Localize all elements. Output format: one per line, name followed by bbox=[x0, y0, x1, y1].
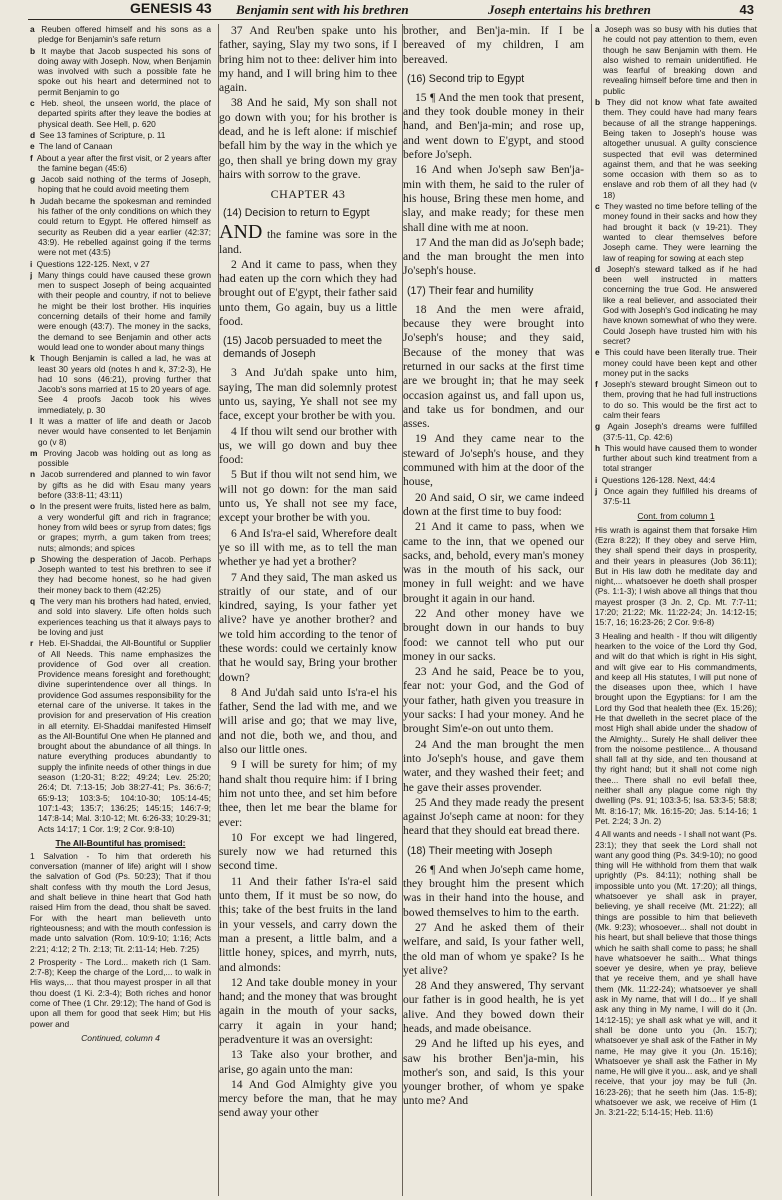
verses-group bbox=[403, 91, 584, 279]
note-h bbox=[30, 196, 211, 258]
note-e bbox=[595, 347, 757, 378]
note-b bbox=[30, 46, 211, 97]
promises-section-title: The All-Bountiful has promised: bbox=[55, 837, 186, 848]
notes-column-right bbox=[591, 24, 757, 1196]
note-text: Questions 122-125. Next, v 27 bbox=[36, 258, 150, 269]
note-letter: q bbox=[30, 596, 36, 607]
right-notes-list bbox=[595, 24, 757, 507]
note-text: Joseph's steward talked as if he had been well instructed in matters concerning the true God. He answered like a real believer, and associated their God with Joseph's God indicating he may have known somewhat of who they were. Could Joseph have trusted him with his secret? bbox=[603, 263, 757, 346]
header-rule bbox=[28, 19, 752, 20]
note-letter: k bbox=[30, 353, 35, 364]
note-text: The very man his brothers had hated, envied, and sold into slavery. Life often holds such experiences teaching us that it always pays to be loving and just bbox=[38, 596, 211, 637]
promise-prosperity: 2 Prosperity - The Lord... maketh rich (1 Sam. 2:7-8); Keep the charge of the Lord,... to walk in His ways,... that thou mayest prosper in all that thou doest (1 Ki. 2:3-4); Both riches and honor come of Thee (1 Chr. 29:12); The hand of God is upon all them for good that seek Him; but His power and bbox=[30, 956, 211, 1029]
verse: 27 And he asked them of their welfare, and said, Is your father well, the old man of whom ye spake? Is he yet alive? bbox=[403, 920, 584, 977]
verse: 9 I will be surety for him; of my hand shalt thou require him: if I bring him not unto thee, and set him before thee, then let me bear the blame for ever: bbox=[219, 758, 397, 829]
verses-group bbox=[403, 863, 584, 1109]
note-text: Though Benjamin is called a lad, he was at least 30 years old (notes h and k, 37:2-3), He had 10 sons (46:21), proving further that Jacob's sons married at 15 to 20 years of age. See 4 proofs Jacob took his wives immediately, p. 30 bbox=[38, 353, 211, 415]
note-m bbox=[30, 448, 211, 469]
note-letter: f bbox=[30, 152, 33, 163]
note-b bbox=[595, 97, 757, 200]
note-letter: c bbox=[30, 98, 35, 109]
note-letter: e bbox=[30, 141, 35, 152]
note-text: See 13 famines of Scripture, p. 11 bbox=[39, 129, 166, 140]
verse: 22 And other money have we brought down in our hands to buy food: we cannot tell who put our money in our sacks. bbox=[403, 606, 584, 663]
note-text: The land of Canaan bbox=[38, 141, 113, 152]
note-text: Questions 126-128. Next, 44:4 bbox=[601, 474, 716, 485]
verse: 14 And God Almighty give you mercy before the man, that he may send away your other bbox=[219, 1077, 397, 1120]
note-text: Heb. El-Shaddai, the All-Bountiful or Supplier of All Needs. This name emphasizes the providence of God over all creation. Providence means foresight and forethought; divine superintendence over all things. In providence God assumes responsibility for the eternal care of the universe. It takes in the provision for and preservation of His creation in all eternity. El-Shaddai manifested Himself as the All-Bountiful One when He planned and brought about the abundance of all things. In nature everything produces abundantly to supply the infinite needs of other things in due season (1:20-31; 8:22; 49:24; Lev. 25:20; 26:4; Dt. 7:13-15; Job 38:27-41; Ps. 36:6-7; 65:9-13; 103:3-5; 104:10-30; 105:14-45; 107:1-43; 135:7; 136:25; 145:15; 146:7-9; 147:8-14; Mal. 3:10-12; Mt. 6:26-33; 10:29-31; Acts 14:17; 1 Cor. 1:9; 2 Cor. 9:8-10) bbox=[38, 638, 211, 834]
note-g bbox=[595, 421, 757, 442]
verse: 21 And it came to pass, when we came to the inn, that we opened our sacks, and, behold, every man's money was in the mouth of his sack, our money in full weight: and we have brought it again in our hand. bbox=[403, 520, 584, 605]
scripture-column-2 bbox=[402, 24, 584, 1196]
note-text: Joseph was so busy with his duties that he could not pay attention to them, even though he saw Benjamin with them. He also wished to remain unidentified. He was fearful of breaking down and revealing himself before time and then in public bbox=[603, 24, 757, 96]
note-letter: a bbox=[30, 24, 35, 34]
verse-1 bbox=[219, 221, 397, 257]
note-letter: a bbox=[595, 24, 600, 34]
note-h bbox=[595, 443, 757, 474]
verse: 28 And they answered, Thy servant our father is in good health, he is yet alive. And they bowed down their heads, and made obeisance. bbox=[403, 979, 584, 1035]
note-text: Proving Jacob was holding out as long as possible bbox=[38, 447, 211, 469]
verse: 5 But if thou wilt not send him, we will not go down: for the man said unto us, Ye shall not see my face, except your brother be with you. bbox=[219, 468, 397, 525]
verse: 11 And their father Is'ra-el said unto them, If it must be so now, do this; take of the best fruits in the land in your vessels, and carry down the man a present, a little balm, and a little honey, spices, and myrrh, nuts, and almonds: bbox=[219, 874, 397, 974]
continued-from-heading: Cont. from column 1 bbox=[637, 510, 715, 521]
promise-wrath-prosperity: His wrath is against them that forsake Him (Ezra 8:22); If they obey and serve Him, they shall spend their days in prosperity, and their years in pleasures (Job 36:11); But in His law doth he meditate day and night,... whatsoever he doeth shall prosper (Ps. 1:1-3); I wish above all things that thou mayest prosper (3 Jn. 2, Cp. Mt. 7:7-11; 17:20; 21:22; Mk. 11:22-24; Jn. 14:12-15; 15:7, 16; 16:23-26; 2 Cor. 9:6-8) bbox=[595, 524, 757, 628]
scripture-column-1 bbox=[218, 24, 397, 1196]
note-letter: d bbox=[595, 263, 601, 274]
verse: 16 And when Jo'seph saw Ben'ja-min with them, he said to the ruler of his house, Bring these men home, and slay, and make ready; for these men shall dine with me at noon. bbox=[403, 163, 584, 234]
verse-14-end: brother, and Ben'ja-min. If I be bereaved of my children, I am bereaved. bbox=[403, 24, 584, 66]
verse: 23 And he said, Peace be to you, fear not: your God, and the God of your father, hath given you treasure in your sacks: I had your money. And he brought Sim'e-on out unto them. bbox=[403, 665, 584, 736]
note-letter: o bbox=[30, 501, 36, 512]
verse: 26 ¶ And when Jo'seph came home, they brought him the present which was in their hand into the house, and bowed themselves to him to the earth. bbox=[403, 862, 584, 919]
note-letter: n bbox=[30, 469, 36, 480]
note-text: Reuben offered himself and his sons as a pledge for Benjamin's safe return bbox=[38, 24, 211, 45]
note-p bbox=[30, 554, 211, 595]
note-q bbox=[30, 596, 211, 637]
note-i bbox=[30, 259, 211, 269]
note-c bbox=[30, 98, 211, 129]
verse-2: 2 And it came to pass, when they had eaten up the corn which they had brought out of E'gypt, their father said unto them, Go again, buy us a little food. bbox=[219, 257, 397, 329]
section-heading-14: (14) Decision to return to Egypt bbox=[223, 207, 370, 220]
verse: 8 And Ju'dah said unto Is'ra-el his father, Send the lad with me, and we will arise and go; that we may live, and not die, both we, and thou, and also our little ones. bbox=[219, 685, 397, 757]
note-letter: i bbox=[595, 474, 598, 485]
note-n bbox=[30, 469, 211, 500]
note-o bbox=[30, 501, 211, 552]
verse: 10 For except we had lingered, surely now we had returned this second time. bbox=[219, 830, 397, 873]
verse: 6 And Is'ra-el said, Wherefore dealt ye so ill with me, as to tell the man whether ye had yet a brother? bbox=[219, 526, 397, 569]
note-text: Judah became the spokesman and reminded his father of the only conditions on which they could return to Egypt. He offered himself as security as Reuben did a year earlier (42:37; 43:9). He rebelled against going if the terms were not met (43:5) bbox=[38, 195, 211, 258]
promise-salvation: 1 Salvation - To him that ordereth his conversation (manner of life) aright will I show the salvation of God (Ps. 50:23); That if thou shalt confess with thy mouth the Lord Jesus, and shalt believe in thine heart that God hath raised Him from the dead, thou shalt be saved. For with the heart man believeth unto righteousness; and with the mouth confession is made unto salvation (Rom. 10:9-10; 1:16; Acts 2:21; 4:12; 2 Th. 2:13; Tit. 2:11-14; Heb. 7:25) bbox=[30, 850, 211, 954]
note-j bbox=[595, 486, 757, 507]
verse: 24 And the man brought the men into Jo'seph's house, and gave them water, and they washed their feet; and he gave their asses provender. bbox=[403, 737, 584, 794]
verse-1-opening: AND bbox=[219, 221, 263, 244]
promise-wants-needs: 4 All wants and needs - I shall not want (Ps. 23:1); they that seek the Lord shall not want any good thing (Ps. 34:9-10); no good thing will He withhold from them that walk uprightly (Ps. 84:11); nothing shall be impossible unto you (Mt. 17:20); all things, whatsoever ye shall ask in prayer, believing, ye shall receive (Mt. 21:22); all things are possible to him that believeth (Mk. 9:23); whosoever... shall not doubt in his heart, but shall believe that those things which he saith shall come to pass; he shall have whatsoever he saith... What things soever ye desire, when ye pray, believe that ye receive them, and ye shall have them (Mk. 11:22-24); whatsoever ye shall ask in My name, that will I do... If ye shall ask any thing in My name, I will do it (Jn. 14:12-15); ye shall ask what ye will, and it shall be done unto you (Jn. 15:7); whatsoever ye shall ask of the Father in My name, He may give it you (Jn. 15:16); Whatsoever ye shall ask the Father in My name, He will give it you... ask, and ye shall receive, that your joy may be full (Jn. 16:23-26); that he seeth him (Jas. 1:5-8); whatsoever we ask, we receive of Him (1 Jn. 3:21-22; 5:14-15; Heb. 11:6) bbox=[595, 829, 757, 1118]
section-heading-17: (17) Their fear and humility bbox=[407, 284, 534, 297]
verse: 12 And take double money in your hand; and the money that was brought again in the mouth of your sacks, carry it again in your hand; peradventure it was an oversight: bbox=[219, 975, 397, 1046]
note-c bbox=[595, 201, 757, 263]
verse: 3 And Ju'dah spake unto him, saying, The man did solemnly protest unto us, saying, Ye shall not see my face, except your brother be with you. bbox=[219, 366, 397, 423]
note-letter: r bbox=[30, 638, 34, 649]
note-text: Jacob said nothing of the terms of Joseph, hoping that he could avoid meeting them bbox=[38, 174, 211, 195]
continued-link[interactable]: Continued, column 4 bbox=[81, 1032, 160, 1043]
verse: 4 If thou wilt send our brother with us, we will go down and buy thee food: bbox=[219, 424, 397, 467]
note-k bbox=[30, 353, 211, 415]
note-text: It was a matter of life and death or Jacob never would have consented to let Benjamin go (v 8) bbox=[38, 415, 211, 447]
note-text: In the present were fruits, listed here as balm, a very wonderful gift and rich in fragrance; honey from wild bees or syrup from dates; figs or grapes; myrrh, a gum taken from trees; nuts; almonds; and spices bbox=[38, 501, 211, 553]
note-letter: b bbox=[30, 45, 36, 56]
note-text: Once again they fulfilled his dreams of 37:5-11 bbox=[603, 486, 757, 507]
note-text: Heb. sheol, the unseen world, the place of departed spirits after they leave the bodies at physical death. See Hell, p. 620 bbox=[38, 98, 211, 129]
note-a bbox=[30, 24, 211, 45]
verse: 15 ¶ And the men took that present, and they took double money in their hand, and Ben'ja-min; and rose up, and went down to E'gypt, and stood before Jo'seph. bbox=[403, 90, 584, 162]
note-l bbox=[30, 416, 211, 447]
note-text: Jacob surrendered and planned to win favor by gifts as he did with Esau many years before (33:8-11; 43:11) bbox=[38, 469, 211, 501]
promise-healing: 3 Healing and health - If thou wilt diligently hearken to the voice of the Lord thy God, and wilt do that which is right in His sight, and wilt give ear to His commandments, and keep all His statutes, I will put none of the diseases upon thee, which I have brought upon the Egyptians: for I am the Lord thy God that healeth thee (Ex. 15:26); He that dwelleth in the secret place of the most High shall abide under the shadow of the Almighty... Surely He shall deliver thee from the noisome pestilence... A thousand shall fall at thy side, and ten thousand at thy right hand; but it shall not come nigh thee... There shall no evil befall thee, neither shall any plague come nigh thy dwelling (Ps. 91; 103:3-5; Isa. 53:3-5; 58:8; Mt. 8:16-17; Mk. 16:15-20; Jas. 5:14-16; 1 Pet. 2:24; 3 Jn. 2) bbox=[595, 630, 757, 826]
note-text: Showing the desperation of Jacob. Perhaps Joseph wanted to test his brethren to see if they had become honest, so he had given their money back to them (42:25) bbox=[38, 553, 211, 595]
note-letter: j bbox=[30, 269, 33, 280]
verse: 25 And they made ready the present against Jo'seph came at noon: for they heard that they should eat bread there. bbox=[403, 795, 584, 838]
verses-group bbox=[219, 24, 397, 182]
verse: 38 And he said, My son shall not go down with you; for his brother is dead, and he is left alone: if mischief befall him by the way in the which ye go, then shall ye bring down my gray hairs with sorrow to the grave. bbox=[219, 96, 397, 181]
note-letter: c bbox=[595, 201, 600, 212]
section-heading-18: (18) Their meeting with Joseph bbox=[407, 844, 553, 857]
note-text: Many things could have caused these grown men to suspect Joseph of being acquainted with their people and country, if not to believe he might be their lost brother. His inquiries concerning details of their home and family were enough (43:7). The money in the sacks, the demand to see Benjamin and other acts would lead one to wonder about many things bbox=[37, 269, 211, 352]
verse: 13 Take also your brother, and arise, go again unto the man: bbox=[219, 1048, 397, 1076]
note-letter: f bbox=[595, 379, 598, 390]
verses-group bbox=[403, 303, 584, 839]
note-j bbox=[30, 270, 211, 352]
section-heading-15: (15) Jacob persuaded to meet the demands of Joseph bbox=[223, 335, 383, 361]
note-letter: m bbox=[30, 447, 38, 458]
note-letter: d bbox=[30, 129, 36, 140]
note-letter: h bbox=[30, 195, 36, 206]
note-letter: h bbox=[595, 442, 601, 453]
note-r bbox=[30, 638, 211, 834]
verse: 18 And the men were afraid, because they were brought into Jo'seph's house; and they said, Because of the money that was returned in our sacks at the first time are we brought in; that he may seek occasion against us, and fall upon us, and take us for bondmen, and our asses. bbox=[403, 302, 584, 431]
note-text: This would have caused them to wonder further about such kind treatment from a total stranger bbox=[603, 442, 757, 474]
note-text: It maybe that Jacob suspected his sons of doing away with Joseph. Now, when Benjamin was involved with such a possible fate he spoke out his heart and determined not to permit Benjamin to go bbox=[38, 45, 211, 97]
note-text: Again Joseph's dreams were fulfilled (37:5-11, Cp. 42:6) bbox=[603, 421, 757, 442]
verse: 20 And said, O sir, we came indeed down at the first time to buy food: bbox=[403, 490, 584, 518]
note-letter: g bbox=[595, 421, 601, 432]
note-letter: e bbox=[595, 347, 600, 358]
note-d bbox=[595, 264, 757, 346]
note-letter: p bbox=[30, 553, 36, 564]
page-number: 43 bbox=[739, 2, 754, 17]
note-d bbox=[30, 130, 211, 140]
book-chapter-title: GENESIS 43 bbox=[130, 0, 212, 16]
page-header bbox=[0, 0, 782, 18]
note-letter: i bbox=[30, 258, 33, 269]
right-running-title: Joseph entertains his brethren bbox=[488, 2, 651, 17]
note-letter: b bbox=[595, 97, 601, 108]
note-text: They wasted no time before telling of the money found in their sacks and how they had brought it back (v 19-21). They wanted to clear themselves before Joseph came. They were learning the law of reaping for sowing at each step bbox=[603, 201, 757, 263]
note-text: About a year after the first visit, or 2 years after the famine began (45:6) bbox=[36, 152, 211, 173]
note-f bbox=[595, 379, 757, 420]
note-i bbox=[595, 475, 757, 485]
verse: 17 And the man did as Jo'seph bade; and the man brought the men into Jo'seph's house. bbox=[403, 235, 584, 278]
note-text: Joseph's steward brought Simeon out to them, proving that he had full instructions to do so. This would be the first act to calm their fears bbox=[603, 379, 757, 420]
note-letter: g bbox=[30, 174, 36, 185]
left-notes-list bbox=[30, 24, 211, 834]
note-letter: l bbox=[30, 415, 33, 426]
center-running-title: Benjamin sent with his brethren bbox=[236, 2, 409, 17]
chapter-heading: CHAPTER 43 bbox=[270, 187, 346, 202]
verse: 19 And they came near to the steward of Jo'seph's house, and they communed with him at the door of the house, bbox=[403, 432, 584, 489]
note-f bbox=[30, 153, 211, 174]
notes-column-left bbox=[30, 24, 211, 1196]
note-text: This could have been literally true. Their money could have been kept and other money put in the sacks bbox=[603, 347, 757, 378]
note-letter: j bbox=[595, 486, 598, 497]
note-e bbox=[30, 141, 211, 151]
verses-group bbox=[219, 366, 397, 1120]
note-g bbox=[30, 174, 211, 195]
note-a bbox=[595, 24, 757, 96]
note-text: They did not know what fate awaited them. They could have had many fears because of all the strange happenings. Being taken to Joseph's house was altogether unusual. A guilty conscience suspected that evil was determined against them, and that he was seeking some occasion with them so as to enslave and rob them of all they had (v 18) bbox=[603, 97, 757, 200]
verse: 37 And Reu'ben spake unto his father, saying, Slay my two sons, if I bring him not to thee: deliver him into my hand, and I will bring him to thee again. bbox=[219, 24, 397, 95]
verse: 29 And he lifted up his eyes, and saw his brother Ben'ja-min, his mother's son, and said, Is this your younger brother, of whom ye spake unto me? And bbox=[403, 1037, 584, 1108]
verse: 7 And they said, The man asked us straitly of our state, and of our kindred, saying, Is your father yet alive? have ye another brother? and we told him according to the tenor of these words: could we certainly know that he would say, Bring your brother down? bbox=[219, 570, 397, 684]
verse-1-text: the famine was sore in the land. bbox=[219, 228, 397, 256]
section-heading-16: (16) Second trip to Egypt bbox=[407, 72, 525, 85]
